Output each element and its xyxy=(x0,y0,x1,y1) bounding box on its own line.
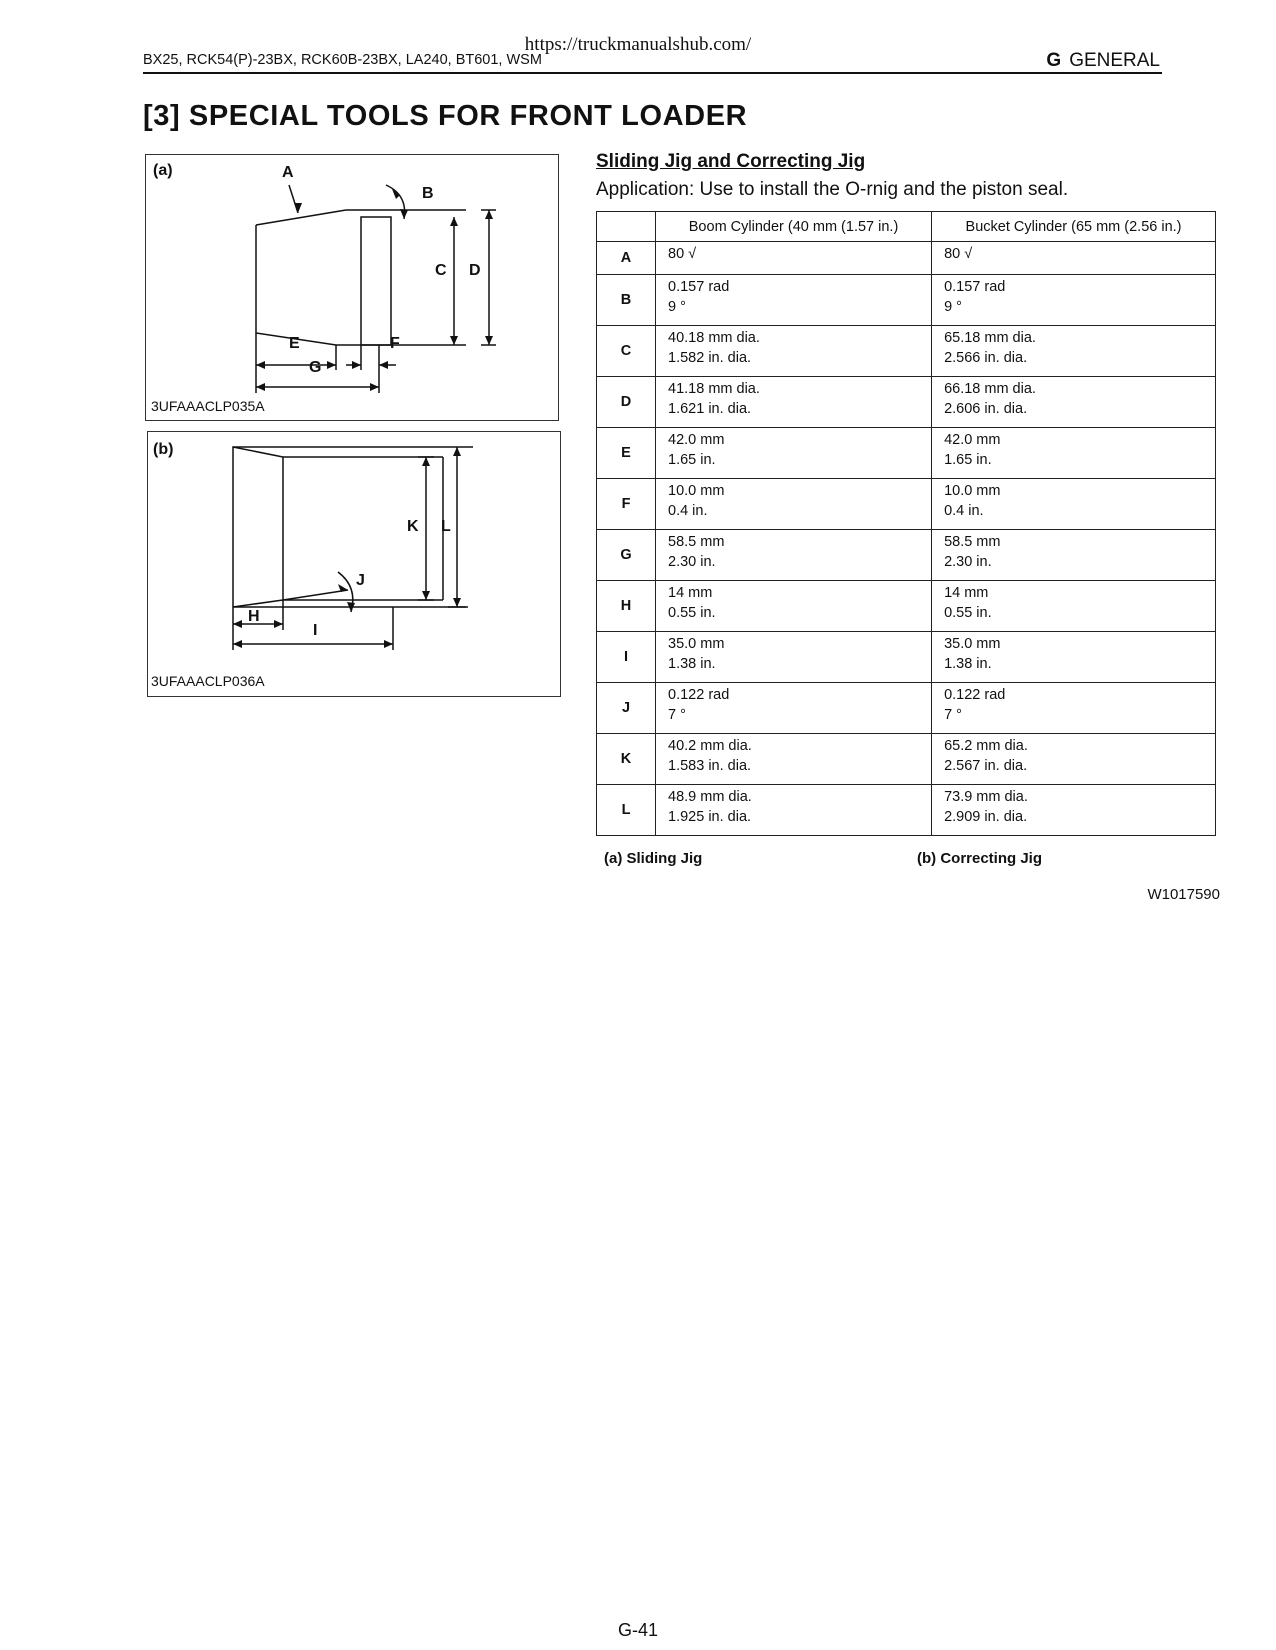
boom-value-line: 0.122 rad xyxy=(668,687,730,703)
document-code: W1017590 xyxy=(1147,886,1220,903)
row-bucket-value xyxy=(932,734,1216,785)
row-bucket-value xyxy=(932,683,1216,734)
boom-value-line: 40.2 mm dia. xyxy=(668,738,752,754)
bucket-value-line: 2.566 in. dia. xyxy=(944,350,1028,366)
table-row xyxy=(597,581,1216,632)
figure-a-label: (a) xyxy=(153,162,173,179)
row-boom-value xyxy=(656,683,932,734)
tool-application: Application: Use to install the O-rnig and the piston seal. xyxy=(596,179,1069,200)
bucket-value-line: 0.122 rad xyxy=(944,687,1006,703)
row-boom-value xyxy=(656,530,932,581)
boom-value-line: 1.582 in. dia. xyxy=(668,350,752,366)
tool-name: Sliding Jig and Correcting Jig xyxy=(596,151,866,172)
table-row xyxy=(597,377,1216,428)
boom-value-line: 1.583 in. dia. xyxy=(668,758,752,774)
boom-value-line: 58.5 mm xyxy=(668,534,725,550)
section-letter: G xyxy=(1046,50,1062,71)
row-bucket-value xyxy=(932,632,1216,683)
bucket-value-line: 1.65 in. xyxy=(944,452,992,468)
dim-label-f: F xyxy=(390,335,400,352)
row-boom-value xyxy=(656,479,932,530)
bucket-value-line: 0.157 rad xyxy=(944,279,1006,295)
table-row xyxy=(597,275,1216,326)
bucket-value-line: 2.567 in. dia. xyxy=(944,758,1028,774)
row-boom-value xyxy=(656,581,932,632)
row-boom-value xyxy=(656,734,932,785)
header-rule xyxy=(143,72,1162,74)
figure-b-code: 3UFAAACLP036A xyxy=(151,673,265,689)
boom-value-line: 48.9 mm dia. xyxy=(668,789,752,805)
bucket-value-line: 10.0 mm xyxy=(944,483,1001,499)
table-row xyxy=(597,632,1216,683)
bucket-value-line: 2.30 in. xyxy=(944,554,992,570)
header-models: BX25, RCK54(P)-23BX, RCK60B-23BX, LA240, BT601, WSM xyxy=(143,52,542,68)
boom-value-line: 80 √ xyxy=(668,246,697,262)
boom-value-line: 1.65 in. xyxy=(668,452,716,468)
table-row xyxy=(597,530,1216,581)
header-cell-blank xyxy=(597,212,656,242)
bucket-value-line: 7 ° xyxy=(944,707,962,723)
row-boom-value xyxy=(656,632,932,683)
row-key: E xyxy=(597,428,656,479)
boom-value-line: 7 ° xyxy=(668,707,686,723)
row-bucket-value xyxy=(932,428,1216,479)
boom-value-line: 2.30 in. xyxy=(668,554,716,570)
row-boom-value xyxy=(656,275,932,326)
boom-value-line: 1.621 in. dia. xyxy=(668,401,752,417)
row-boom-value xyxy=(656,785,932,836)
boom-value-line: 10.0 mm xyxy=(668,483,725,499)
row-boom-value xyxy=(656,377,932,428)
bucket-value-line: 9 ° xyxy=(944,299,962,315)
table-row xyxy=(597,242,1216,275)
table-header-row xyxy=(597,212,1216,242)
correcting-jig-drawing xyxy=(148,432,560,696)
figure-correcting-jig xyxy=(147,431,561,697)
section-name: GENERAL xyxy=(1069,50,1160,71)
boom-value-line: 35.0 mm xyxy=(668,636,725,652)
dim-label-e: E xyxy=(289,335,300,352)
bucket-value-line: 58.5 mm xyxy=(944,534,1001,550)
row-key: I xyxy=(597,632,656,683)
dim-label-c: C xyxy=(435,262,447,279)
row-key: B xyxy=(597,275,656,326)
row-key: D xyxy=(597,377,656,428)
bucket-value-line: 66.18 mm dia. xyxy=(944,381,1036,397)
row-key: G xyxy=(597,530,656,581)
boom-value-line: 0.157 rad xyxy=(668,279,730,295)
row-key: K xyxy=(597,734,656,785)
caption-correcting-jig: (b) Correcting Jig xyxy=(917,850,1043,867)
table-row xyxy=(597,683,1216,734)
dim-label-j: J xyxy=(356,572,365,589)
figure-b-label: (b) xyxy=(153,441,174,458)
dim-label-g: G xyxy=(309,359,322,376)
bucket-value-line: 2.606 in. dia. xyxy=(944,401,1028,417)
figure-sliding-jig xyxy=(145,154,559,421)
row-bucket-value xyxy=(932,275,1216,326)
row-bucket-value xyxy=(932,242,1216,275)
dim-label-a: A xyxy=(282,164,294,181)
row-boom-value xyxy=(656,326,932,377)
header-boom-cylinder: Boom Cylinder (40 mm (1.57 in.) xyxy=(656,212,932,242)
header-bucket-cylinder: Bucket Cylinder (65 mm (2.56 in.) xyxy=(932,212,1216,242)
row-key: F xyxy=(597,479,656,530)
section-title: [3] SPECIAL TOOLS FOR FRONT LOADER xyxy=(143,100,748,132)
table-row xyxy=(597,734,1216,785)
boom-value-line: 1.38 in. xyxy=(668,656,716,672)
source-url[interactable]: https://truckmanualshub.com/ xyxy=(524,34,752,55)
row-key: J xyxy=(597,683,656,734)
boom-value-line: 0.4 in. xyxy=(668,503,708,519)
bucket-value-line: 0.4 in. xyxy=(944,503,984,519)
table-row xyxy=(597,326,1216,377)
bucket-value-line: 65.2 mm dia. xyxy=(944,738,1028,754)
sliding-jig-drawing xyxy=(146,155,558,420)
bucket-value-line: 35.0 mm xyxy=(944,636,1001,652)
dim-label-d: D xyxy=(469,262,481,279)
figure-a-code: 3UFAAACLP035A xyxy=(151,398,265,414)
dim-label-k: K xyxy=(407,518,419,535)
dim-label-b: B xyxy=(422,185,434,202)
row-key: L xyxy=(597,785,656,836)
caption-sliding-jig: (a) Sliding Jig xyxy=(604,850,703,867)
boom-value-line: 14 mm xyxy=(668,585,713,601)
boom-value-line: 0.55 in. xyxy=(668,605,716,621)
row-bucket-value xyxy=(932,479,1216,530)
bucket-value-line: 42.0 mm xyxy=(944,432,1001,448)
boom-value-line: 9 ° xyxy=(668,299,686,315)
table-row xyxy=(597,785,1216,836)
dim-label-i: I xyxy=(313,622,318,639)
bucket-value-line: 65.18 mm dia. xyxy=(944,330,1036,346)
specifications-table xyxy=(596,211,1216,836)
row-key: A xyxy=(597,242,656,275)
row-boom-value xyxy=(656,242,932,275)
bucket-value-line: 2.909 in. dia. xyxy=(944,809,1028,825)
boom-value-line: 40.18 mm dia. xyxy=(668,330,760,346)
bucket-value-line: 1.38 in. xyxy=(944,656,992,672)
row-key: C xyxy=(597,326,656,377)
row-bucket-value xyxy=(932,581,1216,632)
row-boom-value xyxy=(656,428,932,479)
row-key: H xyxy=(597,581,656,632)
dim-label-h: H xyxy=(248,608,260,625)
row-bucket-value xyxy=(932,530,1216,581)
boom-value-line: 1.925 in. dia. xyxy=(668,809,752,825)
row-bucket-value xyxy=(932,326,1216,377)
page-number: G-41 xyxy=(617,1620,659,1640)
bucket-value-line: 0.55 in. xyxy=(944,605,992,621)
boom-value-line: 41.18 mm dia. xyxy=(668,381,760,397)
bucket-value-line: 80 √ xyxy=(944,246,973,262)
table-row xyxy=(597,479,1216,530)
bucket-value-line: 14 mm xyxy=(944,585,989,601)
row-bucket-value xyxy=(932,785,1216,836)
bucket-value-line: 73.9 mm dia. xyxy=(944,789,1028,805)
header-section xyxy=(1046,50,1160,72)
table-row xyxy=(597,428,1216,479)
dim-label-l: L xyxy=(441,518,451,535)
row-bucket-value xyxy=(932,377,1216,428)
table-body xyxy=(597,242,1216,836)
boom-value-line: 42.0 mm xyxy=(668,432,725,448)
